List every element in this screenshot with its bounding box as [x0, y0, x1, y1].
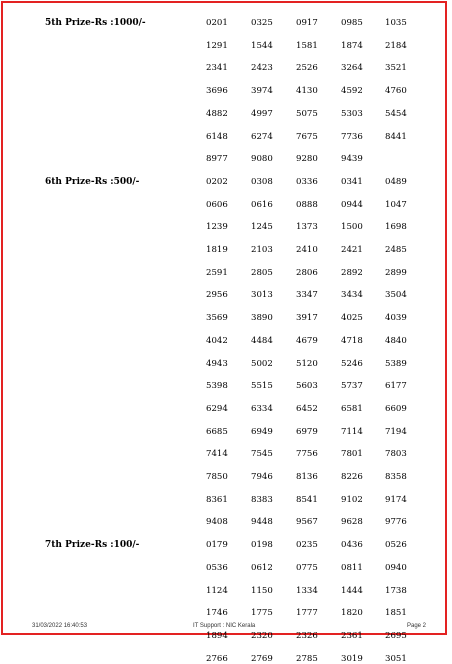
ticket-number: 0616 — [251, 199, 273, 210]
ticket-number: 4943 — [206, 358, 228, 369]
ticket-number: 4592 — [341, 86, 363, 97]
ticket-number: 6581 — [341, 403, 363, 414]
ticket-number: 8358 — [385, 472, 407, 482]
ticket-number: 0202 — [206, 176, 228, 187]
ticket-number: 7946 — [251, 472, 273, 482]
ticket-number: 2423 — [251, 63, 273, 74]
ticket-number: 1851 — [385, 608, 407, 619]
ticket-number: 9628 — [341, 517, 363, 528]
ticket-number: 7675 — [296, 131, 318, 142]
footer-timestamp: 31/03/2022 16:40:53 — [32, 623, 88, 629]
ticket-number: 6294 — [206, 403, 228, 414]
ticket-number: 4484 — [251, 335, 273, 346]
ticket-number: 4882 — [206, 108, 228, 119]
ticket-number: 0235 — [296, 540, 318, 551]
ticket-number: 1894 — [206, 630, 228, 641]
ticket-number: 0775 — [296, 562, 318, 573]
ticket-number: 2769 — [251, 653, 273, 664]
ticket-number: 0536 — [206, 562, 228, 573]
ticket-number: 2785 — [296, 653, 318, 664]
ticket-number: 2341 — [206, 63, 228, 74]
footer-page-number: Page 2 — [407, 623, 427, 629]
ticket-number: 2320 — [251, 630, 273, 641]
ticket-number: 3347 — [296, 290, 318, 301]
ticket-number: 1874 — [341, 40, 363, 51]
ticket-number: 5075 — [296, 108, 318, 119]
ticket-number: 2805 — [251, 267, 273, 278]
ticket-number: 9408 — [206, 517, 228, 528]
ticket-number: 4042 — [206, 335, 228, 346]
ticket-number: 4130 — [296, 86, 318, 97]
ticket-number: 2326 — [296, 630, 318, 641]
ticket-number: 8977 — [206, 154, 228, 165]
ticket-number: 9448 — [251, 517, 273, 528]
ticket-number: 5246 — [341, 358, 363, 369]
ticket-number: 2591 — [206, 267, 228, 278]
ticket-number: 2103 — [251, 245, 273, 255]
ticket-number: 8441 — [385, 131, 407, 142]
ticket-number: 1819 — [206, 245, 228, 255]
ticket-number: 4760 — [385, 86, 407, 97]
prize-heading: 7th Prize-Rs :100/- — [45, 540, 140, 551]
ticket-number: 5389 — [385, 358, 407, 369]
ticket-number: 3019 — [341, 653, 363, 664]
ticket-number: 2806 — [296, 267, 318, 278]
prize-heading: 6th Prize-Rs :500/- — [45, 176, 140, 187]
ticket-number: 4025 — [341, 313, 363, 324]
ticket-number: 4039 — [385, 313, 407, 324]
ticket-number: 0336 — [296, 176, 318, 187]
ticket-number: 8226 — [341, 472, 363, 482]
ticket-number: 3917 — [296, 313, 318, 324]
ticket-number: 9280 — [296, 154, 318, 165]
ticket-number: 7803 — [385, 449, 407, 460]
ticket-number: 1581 — [296, 40, 318, 51]
prize-heading: 5th Prize-Rs :1000/- — [45, 18, 146, 28]
ticket-number: 1738 — [385, 585, 407, 596]
ticket-number: 7850 — [206, 472, 228, 482]
ticket-number: 5120 — [296, 358, 318, 369]
ticket-number: 9102 — [341, 494, 363, 505]
ticket-number: 3890 — [251, 313, 273, 324]
ticket-number: 2410 — [296, 245, 318, 255]
ticket-number: 6452 — [296, 403, 318, 414]
ticket-number: 9567 — [296, 517, 318, 528]
ticket-number: 2421 — [341, 245, 363, 255]
ticket-number: 1334 — [296, 585, 318, 596]
ticket-number: 0940 — [385, 562, 407, 573]
ticket-number: 2766 — [206, 653, 228, 664]
ticket-number: 7114 — [341, 426, 363, 437]
ticket-number: 7414 — [206, 449, 228, 460]
ticket-number: 3504 — [385, 290, 407, 301]
ticket-number: 5603 — [296, 381, 318, 392]
ticket-number: 1047 — [385, 199, 407, 210]
ticket-number: 0526 — [385, 540, 407, 551]
ticket-number: 1820 — [341, 608, 363, 619]
ticket-number: 6685 — [206, 426, 228, 437]
ticket-number: 0341 — [341, 176, 363, 187]
ticket-number: 8136 — [296, 472, 318, 482]
ticket-number: 1500 — [341, 222, 363, 233]
ticket-number: 0612 — [251, 562, 273, 573]
ticket-number: 2184 — [385, 40, 407, 51]
ticket-number: 5303 — [341, 108, 363, 119]
ticket-number: 0606 — [206, 199, 228, 210]
ticket-number: 7736 — [341, 131, 363, 142]
ticket-number: 4840 — [385, 335, 407, 346]
ticket-number: 2956 — [206, 290, 228, 301]
ticket-number: 3974 — [251, 86, 273, 97]
ticket-number: 1698 — [385, 222, 407, 233]
ticket-number: 0179 — [206, 540, 228, 551]
ticket-number: 5515 — [251, 381, 273, 392]
ticket-number: 7545 — [251, 449, 273, 460]
ticket-number: 3569 — [206, 313, 228, 324]
ticket-number: 7801 — [341, 449, 363, 460]
ticket-number: 1775 — [251, 608, 273, 619]
ticket-number: 5737 — [341, 381, 363, 392]
ticket-number: 9174 — [385, 494, 407, 505]
ticket-number: 3264 — [341, 63, 363, 74]
ticket-number: 2526 — [296, 63, 318, 74]
ticket-number: 0325 — [251, 18, 273, 28]
ticket-number: 3696 — [206, 86, 228, 97]
ticket-number: 1245 — [251, 222, 273, 233]
ticket-number: 2899 — [385, 267, 407, 278]
ticket-number: 7756 — [296, 449, 318, 460]
ticket-number: 4718 — [341, 335, 363, 346]
ticket-number: 0944 — [341, 199, 363, 210]
ticket-number: 5454 — [385, 108, 407, 119]
footer-support: IT Support : NIC Kerala — [193, 623, 256, 629]
ticket-number: 2892 — [341, 267, 363, 278]
ticket-number: 9080 — [251, 154, 273, 165]
ticket-number: 4679 — [296, 335, 318, 346]
ticket-number: 3521 — [385, 63, 407, 74]
ticket-number: 0201 — [206, 18, 228, 28]
ticket-number: 1124 — [206, 585, 228, 596]
ticket-number: 3051 — [385, 653, 407, 664]
ticket-number: 9439 — [341, 154, 363, 165]
ticket-number: 6177 — [385, 381, 407, 392]
ticket-number: 0198 — [251, 540, 273, 551]
ticket-number: 9776 — [385, 517, 407, 528]
ticket-number: 8361 — [206, 494, 228, 505]
ticket-number: 8383 — [251, 494, 273, 505]
ticket-number: 0489 — [385, 176, 407, 187]
ticket-number: 1150 — [251, 585, 273, 596]
ticket-number: 6148 — [206, 131, 228, 142]
ticket-number: 5002 — [251, 358, 273, 369]
ticket-number: 1035 — [385, 18, 407, 28]
ticket-number: 6949 — [251, 426, 273, 437]
ticket-number: 2485 — [385, 245, 407, 255]
ticket-number: 8541 — [296, 494, 318, 505]
ticket-number: 6334 — [251, 403, 273, 414]
ticket-number: 7194 — [385, 426, 407, 437]
ticket-number: 2361 — [341, 630, 363, 641]
ticket-number: 4997 — [251, 108, 273, 119]
ticket-number: 1444 — [341, 585, 363, 596]
ticket-number: 3013 — [251, 290, 273, 301]
ticket-number: 1544 — [251, 40, 273, 51]
ticket-number: 1373 — [296, 222, 318, 233]
ticket-number: 1291 — [206, 40, 228, 51]
ticket-number: 0811 — [341, 562, 363, 573]
ticket-number: 6274 — [251, 131, 273, 142]
ticket-number: 6609 — [385, 403, 407, 414]
ticket-number: 1746 — [206, 608, 228, 619]
ticket-number: 1777 — [296, 608, 318, 619]
ticket-number: 5398 — [206, 381, 228, 392]
ticket-number: 0888 — [296, 199, 318, 210]
ticket-number: 0917 — [296, 18, 318, 28]
ticket-number: 0985 — [341, 18, 363, 28]
ticket-number: 1239 — [206, 222, 228, 233]
ticket-number: 3434 — [341, 290, 363, 301]
ticket-number: 0436 — [341, 540, 363, 551]
ticket-number: 6979 — [296, 426, 318, 437]
ticket-number: 0308 — [251, 176, 273, 187]
ticket-number: 2695 — [385, 630, 407, 641]
